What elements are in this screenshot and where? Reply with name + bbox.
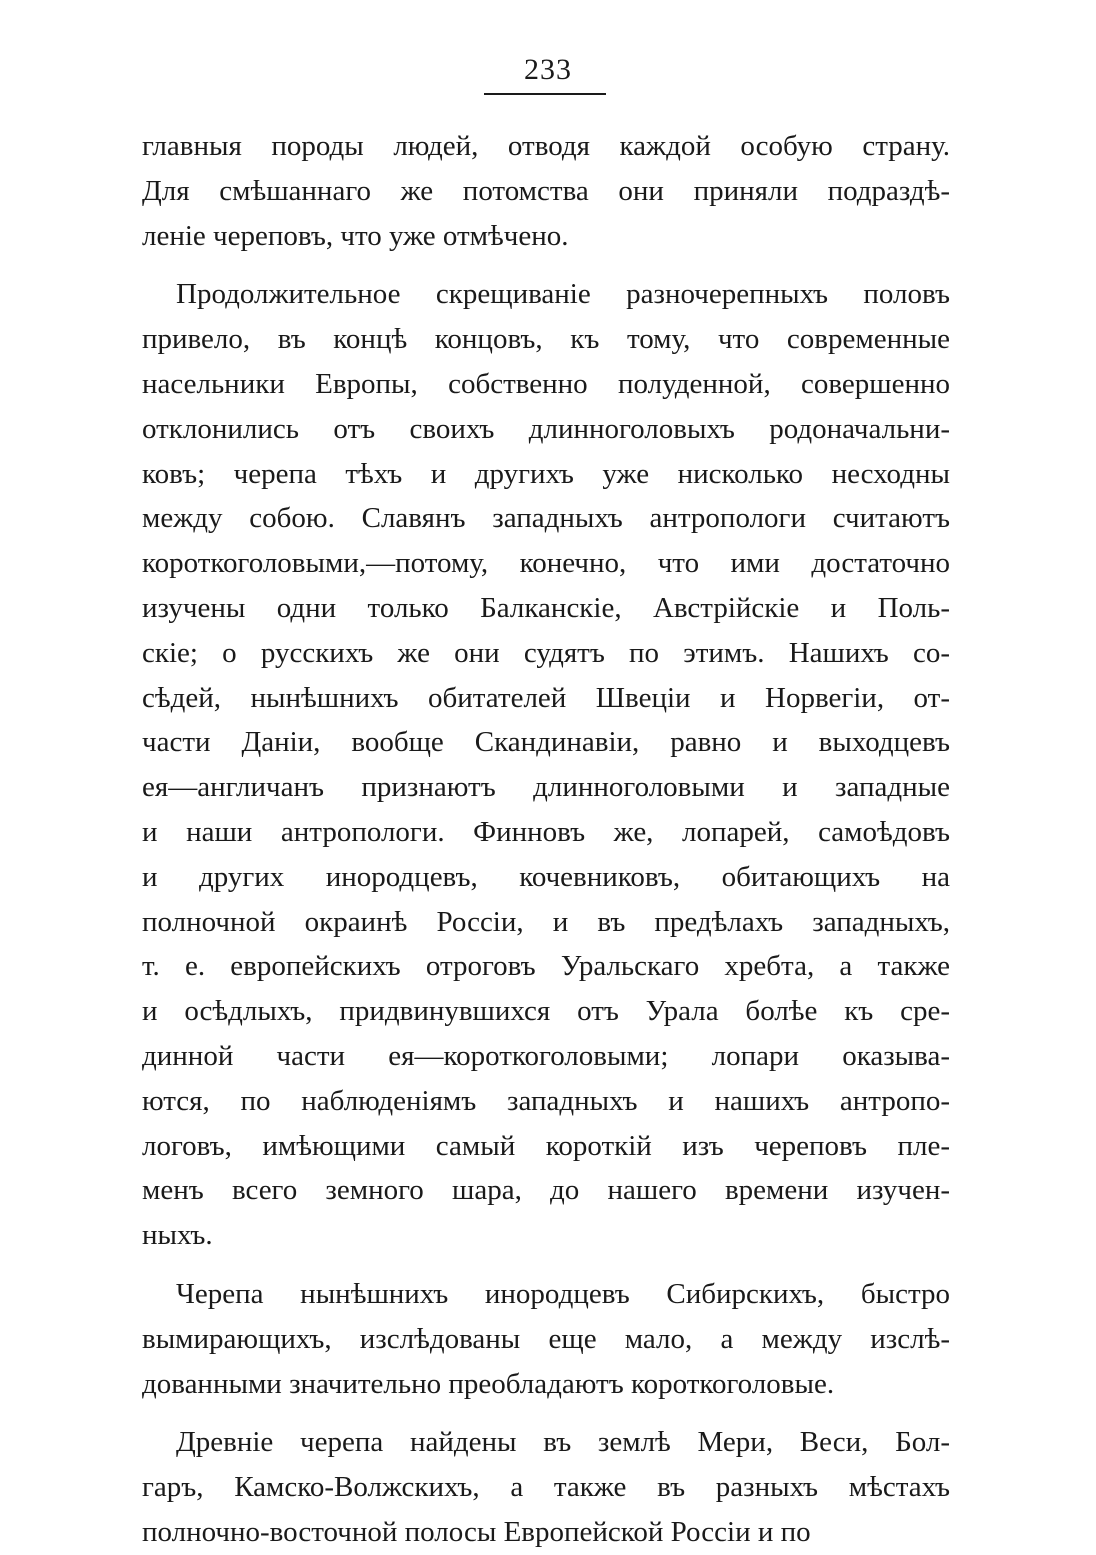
paragraph-gap xyxy=(142,1406,950,1420)
paragraph xyxy=(142,272,950,1258)
text-line: части Даніи, вообще Скандинавіи, равно и выходцевъ xyxy=(142,726,950,759)
page-number: 233 xyxy=(524,53,572,86)
text-line: ковъ; черепа тѣхъ и другихъ уже нисколько несходны xyxy=(142,457,950,490)
text-line: Черепа нынѣшнихъ инородцевъ Сибирскихъ, быстро xyxy=(176,1277,950,1310)
text-line: отклонились отъ своихъ длинноголовыхъ родоначальни- xyxy=(142,412,950,445)
text-line: леніе череповъ, что уже отмѣчено. xyxy=(142,219,569,252)
text-line: менъ всего земного шара, до нашего времени изучен- xyxy=(142,1174,950,1207)
paragraph xyxy=(142,1420,950,1554)
page-number-rule xyxy=(484,93,606,95)
text-line: привело, въ концѣ концовъ, къ тому, что современные xyxy=(142,323,950,356)
text-line: и других инородцевъ, кочевниковъ, обитающихъ на xyxy=(142,860,950,893)
text-line: гаръ, Камско-Волжскихъ, а также въ разныхъ мѣстахъ xyxy=(142,1471,950,1504)
text-line: вымирающихъ, изслѣдованы еще мало, а между изслѣ- xyxy=(142,1322,950,1355)
text-line: сѣдей, нынѣшнихъ обитателей Швеціи и Норвегіи, от- xyxy=(142,681,950,714)
text-line: изучены одни только Балканскіе, Австрійскіе и Поль- xyxy=(142,591,950,624)
text-line: т. е. европейскихъ отроговъ Уральскаго хребта, а также xyxy=(142,950,950,983)
text-line: ются, по наблюденіямъ западныхъ и нашихъ антропо- xyxy=(142,1084,950,1117)
paragraph-gap xyxy=(142,1258,950,1272)
text-line: между собою. Славянъ западныхъ антропологи считаютъ xyxy=(142,502,950,535)
text-line: Продолжительное скрещиваніе разночерепныхъ половъ xyxy=(176,278,950,311)
text-line: короткоголовыми,—потому, конечно, что ими достаточно xyxy=(142,547,950,580)
text-line: логовъ, имѣющими самый короткій изъ череповъ пле- xyxy=(142,1129,950,1162)
text-line: Для смѣшаннаго же потомства они приняли подраздѣ- xyxy=(142,174,950,207)
text-line: и осѣдлыхъ, придвинувшихся отъ Урала болѣе къ сре- xyxy=(142,995,950,1028)
text-line: Древніе черепа найдены въ землѣ Мери, Веси, Бол- xyxy=(176,1426,950,1459)
text-line: полночно-восточной полосы Европейской Россіи и по xyxy=(142,1515,811,1548)
text-line: главныя породы людей, отводя каждой особую страну. xyxy=(142,130,950,162)
paragraph-gap xyxy=(142,258,950,272)
text-line: скіе; о русскихъ же они судятъ по этимъ. Нашихъ со- xyxy=(142,636,950,669)
text-line: динной части ея—короткоголовыми; лопари оказыва- xyxy=(142,1039,950,1072)
text-line: полночной окраинѣ Россіи, и въ предѣлахъ западныхъ, xyxy=(142,905,950,938)
text-line: насельники Европы, собственно полуденной, совершенно xyxy=(142,367,950,400)
paragraph xyxy=(142,124,950,258)
body-text xyxy=(142,124,950,1555)
text-line: ея—англичанъ признаютъ длинноголовыми и западные xyxy=(142,771,950,804)
text-line: ныхъ. xyxy=(142,1219,213,1252)
text-line: и наши антропологи. Финновъ же, лопарей, самоѣдовъ xyxy=(142,815,950,848)
paragraph xyxy=(142,1272,950,1406)
text-line: дованными значительно преобладаютъ короткоголовые. xyxy=(142,1367,835,1400)
